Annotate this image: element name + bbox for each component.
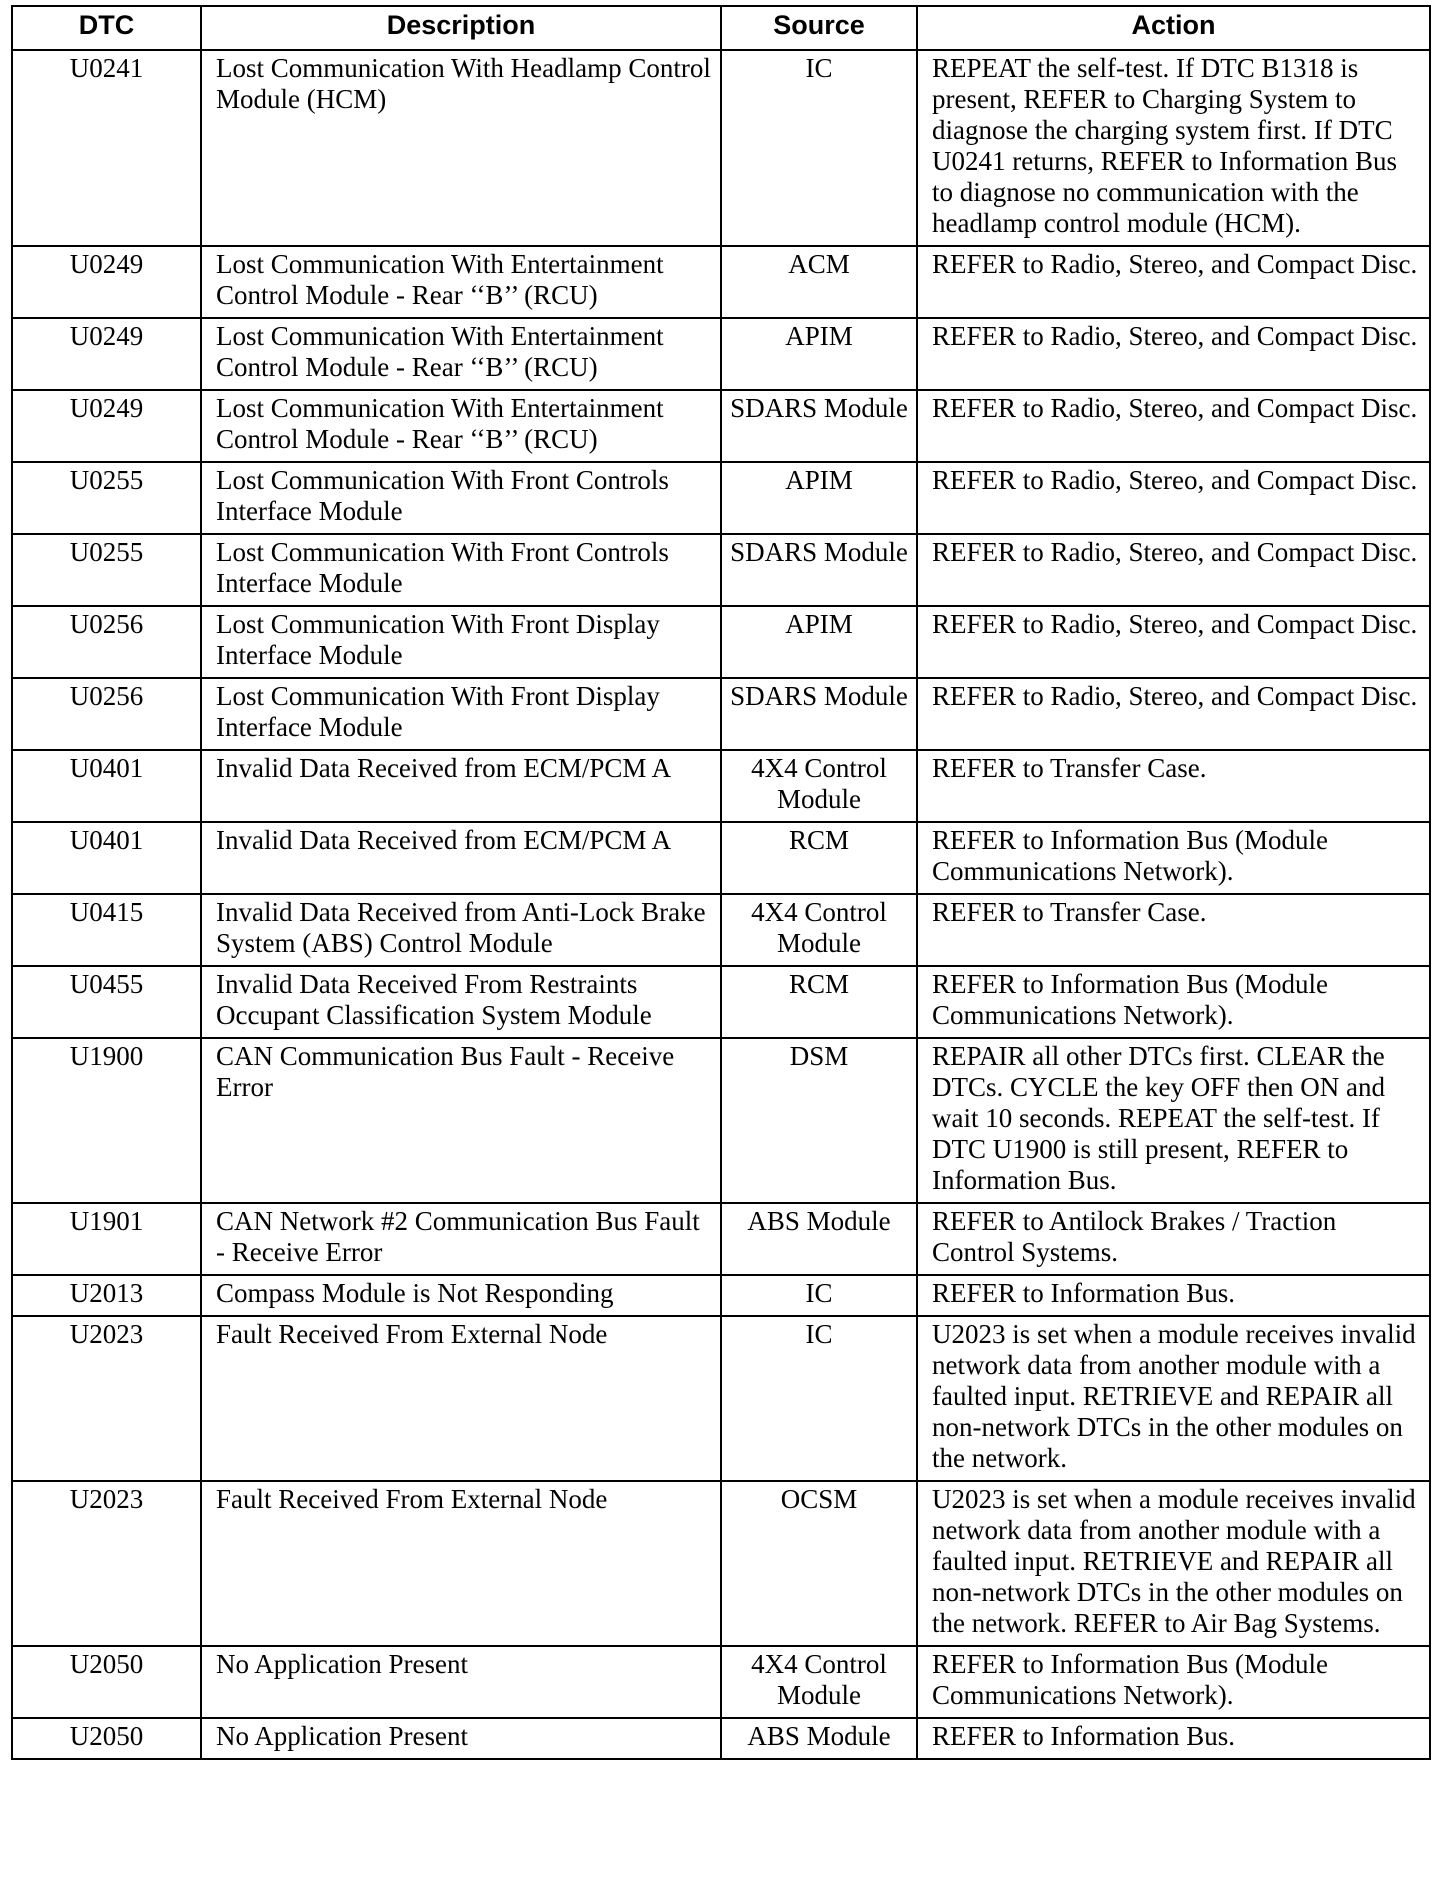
- description-cell: Lost Communication With Front Display Interface Module: [201, 678, 721, 750]
- dtc-cell: U0415: [12, 894, 201, 966]
- table-row: [12, 678, 1430, 750]
- dtc-cell: U0401: [12, 750, 201, 822]
- description-cell: Fault Received From External Node: [201, 1316, 721, 1481]
- source-cell: DSM: [721, 1038, 917, 1203]
- action-cell: REFER to Radio, Stereo, and Compact Disc.: [917, 318, 1430, 390]
- table-row: [12, 1275, 1430, 1316]
- description-cell: CAN Network #2 Communication Bus Fault - Receive Error: [201, 1203, 721, 1275]
- description-cell: Fault Received From External Node: [201, 1481, 721, 1646]
- table-row: [12, 462, 1430, 534]
- table-row: [12, 390, 1430, 462]
- dtc-cell: U2050: [12, 1646, 201, 1718]
- action-cell: REFER to Radio, Stereo, and Compact Disc.: [917, 606, 1430, 678]
- table-row: [12, 1481, 1430, 1646]
- header-action: Action: [917, 6, 1430, 50]
- action-cell: REFER to Information Bus (Module Communications Network).: [917, 1646, 1430, 1718]
- table-row: [12, 606, 1430, 678]
- dtc-cell: U2013: [12, 1275, 201, 1316]
- table-row: [12, 894, 1430, 966]
- description-cell: Lost Communication With Entertainment Control Module - Rear ‘‘B’’ (RCU): [201, 390, 721, 462]
- dtc-cell: U1901: [12, 1203, 201, 1275]
- table-body: [12, 50, 1430, 1759]
- description-cell: Invalid Data Received from ECM/PCM A: [201, 822, 721, 894]
- description-cell: Lost Communication With Entertainment Control Module - Rear ‘‘B’’ (RCU): [201, 246, 721, 318]
- description-cell: Lost Communication With Front Display Interface Module: [201, 606, 721, 678]
- source-cell: IC: [721, 1316, 917, 1481]
- header-dtc: DTC: [12, 6, 201, 50]
- source-cell: 4X4 Control Module: [721, 1646, 917, 1718]
- action-cell: REFER to Information Bus.: [917, 1275, 1430, 1316]
- source-cell: RCM: [721, 966, 917, 1038]
- table-row: [12, 1316, 1430, 1481]
- source-cell: SDARS Module: [721, 390, 917, 462]
- source-cell: RCM: [721, 822, 917, 894]
- table-row: [12, 1646, 1430, 1718]
- dtc-cell: U0249: [12, 390, 201, 462]
- dtc-cell: U0256: [12, 678, 201, 750]
- source-cell: APIM: [721, 318, 917, 390]
- description-cell: No Application Present: [201, 1718, 721, 1759]
- action-cell: REFER to Information Bus (Module Communications Network).: [917, 966, 1430, 1038]
- source-cell: APIM: [721, 462, 917, 534]
- table-row: [12, 822, 1430, 894]
- action-cell: REFER to Information Bus.: [917, 1718, 1430, 1759]
- dtc-cell: U0256: [12, 606, 201, 678]
- dtc-cell: U0401: [12, 822, 201, 894]
- dtc-cell: U2050: [12, 1718, 201, 1759]
- table-row: [12, 1038, 1430, 1203]
- action-cell: REFER to Antilock Brakes / Traction Control Systems.: [917, 1203, 1430, 1275]
- dtc-cell: U0255: [12, 462, 201, 534]
- header-row: [12, 6, 1430, 50]
- source-cell: 4X4 Control Module: [721, 750, 917, 822]
- source-cell: ABS Module: [721, 1203, 917, 1275]
- action-cell: REFER to Radio, Stereo, and Compact Disc.: [917, 462, 1430, 534]
- dtc-cell: U0249: [12, 246, 201, 318]
- action-cell: REFER to Radio, Stereo, and Compact Disc.: [917, 678, 1430, 750]
- dtc-cell: U0255: [12, 534, 201, 606]
- action-cell: U2023 is set when a module receives invalid network data from another module with a faulted input. RETRIEVE and REPAIR all non-network DTCs in the other modules on the network. REFER to Air Bag Systems.: [917, 1481, 1430, 1646]
- source-cell: OCSM: [721, 1481, 917, 1646]
- description-cell: Invalid Data Received from Anti-Lock Brake System (ABS) Control Module: [201, 894, 721, 966]
- source-cell: SDARS Module: [721, 678, 917, 750]
- action-cell: REFER to Radio, Stereo, and Compact Disc.: [917, 246, 1430, 318]
- table-row: [12, 50, 1430, 246]
- table-row: [12, 750, 1430, 822]
- action-cell: REFER to Transfer Case.: [917, 894, 1430, 966]
- table-row: [12, 966, 1430, 1038]
- dtc-cell: U2023: [12, 1481, 201, 1646]
- source-cell: SDARS Module: [721, 534, 917, 606]
- description-cell: Lost Communication With Headlamp Control Module (HCM): [201, 50, 721, 246]
- action-cell: REFER to Radio, Stereo, and Compact Disc.: [917, 534, 1430, 606]
- table-row: [12, 1203, 1430, 1275]
- description-cell: No Application Present: [201, 1646, 721, 1718]
- action-cell: U2023 is set when a module receives invalid network data from another module with a faulted input. RETRIEVE and REPAIR all non-network DTCs in the other modules on the network.: [917, 1316, 1430, 1481]
- action-cell: REFER to Information Bus (Module Communications Network).: [917, 822, 1430, 894]
- description-cell: Lost Communication With Front Controls Interface Module: [201, 534, 721, 606]
- description-cell: Invalid Data Received from ECM/PCM A: [201, 750, 721, 822]
- header-description: Description: [201, 6, 721, 50]
- source-cell: APIM: [721, 606, 917, 678]
- table-row: [12, 246, 1430, 318]
- table-row: [12, 534, 1430, 606]
- dtc-table: [11, 5, 1431, 1760]
- table-header: [12, 6, 1430, 50]
- source-cell: 4X4 Control Module: [721, 894, 917, 966]
- source-cell: IC: [721, 1275, 917, 1316]
- header-source: Source: [721, 6, 917, 50]
- table-row: [12, 1718, 1430, 1759]
- dtc-cell: U0249: [12, 318, 201, 390]
- dtc-cell: U2023: [12, 1316, 201, 1481]
- dtc-cell: U0241: [12, 50, 201, 246]
- source-cell: ABS Module: [721, 1718, 917, 1759]
- description-cell: Compass Module is Not Responding: [201, 1275, 721, 1316]
- action-cell: REPEAT the self-test. If DTC B1318 is present, REFER to Charging System to diagnose the charging system first. If DTC U0241 returns, REFER to Information Bus to diagnose no communication with the headlamp control module (HCM).: [917, 50, 1430, 246]
- action-cell: REFER to Transfer Case.: [917, 750, 1430, 822]
- table-row: [12, 318, 1430, 390]
- source-cell: ACM: [721, 246, 917, 318]
- description-cell: Invalid Data Received From Restraints Occupant Classification System Module: [201, 966, 721, 1038]
- dtc-cell: U1900: [12, 1038, 201, 1203]
- dtc-cell: U0455: [12, 966, 201, 1038]
- description-cell: CAN Communication Bus Fault - Receive Error: [201, 1038, 721, 1203]
- source-cell: IC: [721, 50, 917, 246]
- action-cell: REPAIR all other DTCs first. CLEAR the DTCs. CYCLE the key OFF then ON and wait 10 seconds. REPEAT the self-test. If DTC U1900 is still present, REFER to Information Bus.: [917, 1038, 1430, 1203]
- description-cell: Lost Communication With Entertainment Control Module - Rear ‘‘B’’ (RCU): [201, 318, 721, 390]
- description-cell: Lost Communication With Front Controls Interface Module: [201, 462, 721, 534]
- action-cell: REFER to Radio, Stereo, and Compact Disc.: [917, 390, 1430, 462]
